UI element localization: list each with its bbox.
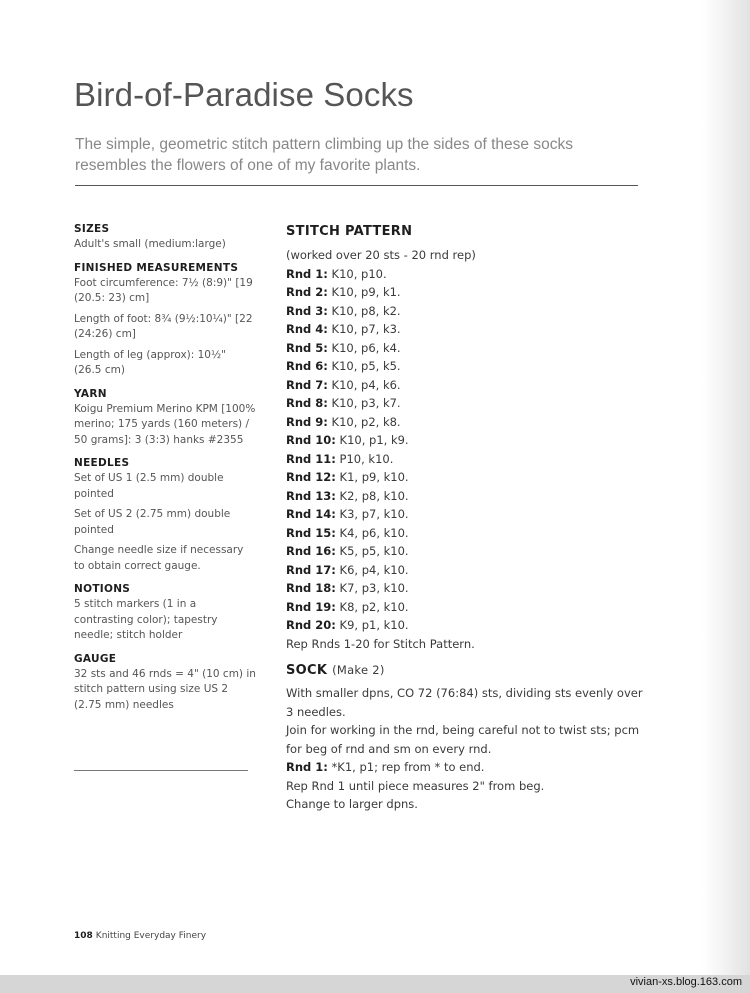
round-row bbox=[286, 320, 646, 339]
round-row bbox=[286, 302, 646, 321]
round-row-text: K3, p7, k10. bbox=[335, 507, 409, 521]
round-row-text: K6, p4, k10. bbox=[335, 562, 409, 577]
round-row bbox=[286, 524, 646, 543]
gauge-section bbox=[74, 653, 256, 714]
sizes-section bbox=[74, 223, 256, 253]
sock-line-label: Rnd 1: bbox=[286, 760, 328, 774]
page-footer bbox=[74, 931, 206, 941]
sock-line bbox=[286, 795, 646, 814]
length-of-foot-text: Length of foot: 8¾ (9½:10¼)" [22 (24:26) cm] bbox=[74, 312, 253, 340]
round-row-label: Rnd 10: bbox=[286, 433, 336, 447]
sock-line-text: With smaller dpns, CO 72 (76:84) sts, dividing sts evenly over bbox=[286, 686, 643, 700]
sock-line bbox=[286, 777, 646, 796]
round-row bbox=[286, 450, 646, 469]
round-row-label: Rnd 6: bbox=[286, 359, 328, 373]
round-row-text: K10, p6, k4. bbox=[327, 340, 401, 355]
needles-gauge-note: Change needle size if necessary to obtain correct gauge. bbox=[74, 544, 244, 572]
yarn-heading: YARN bbox=[74, 387, 107, 400]
round-row bbox=[286, 579, 646, 598]
round-row-text: K10, p7, k3. bbox=[327, 322, 401, 336]
round-row bbox=[286, 394, 646, 413]
round-row-label: Rnd 14: bbox=[286, 507, 336, 521]
round-row-label: Rnd 4: bbox=[286, 322, 328, 336]
title-divider bbox=[75, 185, 638, 186]
round-row bbox=[286, 283, 646, 302]
round-row-label: Rnd 3: bbox=[286, 303, 328, 318]
sock-line bbox=[286, 703, 646, 722]
needles-set-2: Set of US 2 (2.75 mm) double pointed bbox=[74, 508, 231, 536]
round-row-text: K4, p6, k10. bbox=[335, 525, 409, 540]
round-row bbox=[286, 561, 646, 580]
sock-note: (Make 2) bbox=[332, 663, 385, 677]
sock-line bbox=[286, 684, 646, 703]
watermark-text: vivian-xs.blog.163.com bbox=[630, 976, 742, 988]
sizes-heading: SIZES bbox=[74, 223, 110, 235]
sock-line-text: Join for working in the rnd, being careful not to twist sts; pcm bbox=[286, 723, 640, 737]
round-row-text: K10, p8, k2. bbox=[327, 303, 401, 318]
sock-line bbox=[286, 758, 646, 777]
page-subtitle: The simple, geometric stitch pattern climbing up the sides of these socks resembles the flowers of one of my favorite plants. bbox=[75, 136, 573, 174]
round-row bbox=[286, 468, 646, 487]
instructions-column bbox=[286, 224, 646, 814]
round-row-text: K10, p9, k1. bbox=[327, 285, 401, 299]
sock-heading bbox=[286, 663, 646, 678]
round-row-label: Rnd 12: bbox=[286, 470, 336, 484]
gauge-heading: GAUGE bbox=[74, 652, 117, 665]
round-row-text: K8, p2, k10. bbox=[335, 599, 409, 614]
round-row-label: Rnd 1: bbox=[286, 266, 328, 281]
round-row-text: K5, p5, k10. bbox=[335, 544, 409, 558]
round-row-label: Rnd 2: bbox=[286, 285, 328, 299]
round-row bbox=[286, 542, 646, 561]
round-row-text: K1, p9, k10. bbox=[335, 470, 409, 484]
round-row bbox=[286, 413, 646, 432]
round-row-label: Rnd 5: bbox=[286, 340, 328, 355]
round-row-label: Rnd 7: bbox=[286, 377, 328, 392]
round-row-label: Rnd 19: bbox=[286, 599, 336, 614]
round-row bbox=[286, 598, 646, 617]
round-row-text: K10, p1, k9. bbox=[335, 433, 409, 447]
round-row-text: K10, p5, k5. bbox=[327, 359, 401, 373]
round-row bbox=[286, 357, 646, 376]
sock-line-text: Rep Rnd 1 until piece measures 2" from beg. bbox=[286, 778, 545, 793]
sizes-text: Adult's small (medium:large) bbox=[74, 238, 226, 250]
stitch-pattern-intro: (worked over 20 sts - 20 rnd rep) bbox=[286, 248, 476, 262]
sock-title: SOCK bbox=[286, 663, 328, 678]
round-row bbox=[286, 339, 646, 358]
finished-measurements-heading: FINISHED MEASUREMENTS bbox=[74, 261, 239, 274]
round-row-label: Rnd 13: bbox=[286, 488, 336, 503]
notions-text: 5 stitch markers (1 in a contrasting color); tapestry needle; stitch holder bbox=[74, 598, 218, 641]
length-of-leg-text: Length of leg (approx): 10½" (26.5 cm) bbox=[74, 348, 226, 376]
sock-line bbox=[286, 721, 646, 740]
gauge-text: 32 sts and 46 rnds = 4" (10 cm) in stitch pattern using size US 2 (2.75 mm) needles bbox=[74, 667, 256, 711]
sock-instructions bbox=[286, 684, 646, 814]
round-row-text: K10, p4, k6. bbox=[327, 377, 401, 392]
round-row-text: K2, p8, k10. bbox=[335, 488, 409, 503]
round-row-label: Rnd 17: bbox=[286, 562, 336, 577]
round-row bbox=[286, 431, 646, 450]
round-row bbox=[286, 265, 646, 284]
round-row-label: Rnd 15: bbox=[286, 525, 336, 540]
sock-line-text: 3 needles. bbox=[286, 704, 346, 719]
specs-column bbox=[74, 223, 256, 722]
round-row bbox=[286, 376, 646, 395]
needles-section bbox=[74, 457, 256, 574]
round-row-text: K7, p3, k10. bbox=[335, 581, 409, 595]
round-row-label: Rnd 20: bbox=[286, 618, 336, 632]
foot-circumference-text: Foot circumference: 7½ (8:9)" [19 (20.5: 23) cm] bbox=[74, 276, 253, 304]
sock-line-text: for beg of rnd and sm on every rnd. bbox=[286, 741, 492, 756]
finished-measurements-section bbox=[74, 262, 256, 379]
needles-heading: NEEDLES bbox=[74, 457, 130, 469]
round-row-text: K9, p1, k10. bbox=[335, 618, 409, 632]
needles-set-1: Set of US 1 (2.5 mm) double pointed bbox=[74, 472, 224, 500]
page-number: 108 bbox=[74, 931, 93, 941]
notions-heading: NOTIONS bbox=[74, 583, 131, 595]
round-row-text: K10, p2, k8. bbox=[327, 414, 401, 429]
scan-edge-shadow bbox=[702, 0, 750, 975]
specs-divider bbox=[74, 770, 248, 771]
round-row-label: Rnd 18: bbox=[286, 581, 336, 595]
stitch-pattern-repeat-note: Rep Rnds 1-20 for Stitch Pattern. bbox=[286, 636, 475, 651]
stitch-pattern-rounds bbox=[286, 265, 646, 635]
round-row-text: K10, p3, k7. bbox=[327, 396, 401, 410]
page-title: Bird-of-Paradise Socks bbox=[74, 76, 414, 113]
sock-line-text: *K1, p1; rep from * to end. bbox=[327, 760, 485, 774]
round-row-label: Rnd 11: bbox=[286, 451, 336, 466]
round-row-label: Rnd 16: bbox=[286, 544, 336, 558]
round-row bbox=[286, 505, 646, 524]
round-row-text: P10, k10. bbox=[335, 451, 394, 466]
stitch-pattern-heading: STITCH PATTERN bbox=[286, 224, 413, 239]
book-title: Knitting Everyday Finery bbox=[95, 931, 207, 941]
round-row bbox=[286, 487, 646, 506]
round-row-label: Rnd 9: bbox=[286, 414, 328, 429]
round-row-text: K10, p10. bbox=[327, 266, 387, 281]
notions-section bbox=[74, 583, 256, 644]
round-row-label: Rnd 8: bbox=[286, 396, 328, 410]
yarn-text: Koigu Premium Merino KPM [100% merino; 175 yards (160 meters) / 50 grams]: 3 (3:3) hanks #2355 bbox=[74, 402, 256, 446]
round-row bbox=[286, 616, 646, 635]
sock-line bbox=[286, 740, 646, 759]
sock-line-text: Change to larger dpns. bbox=[286, 797, 418, 811]
yarn-section bbox=[74, 388, 256, 449]
